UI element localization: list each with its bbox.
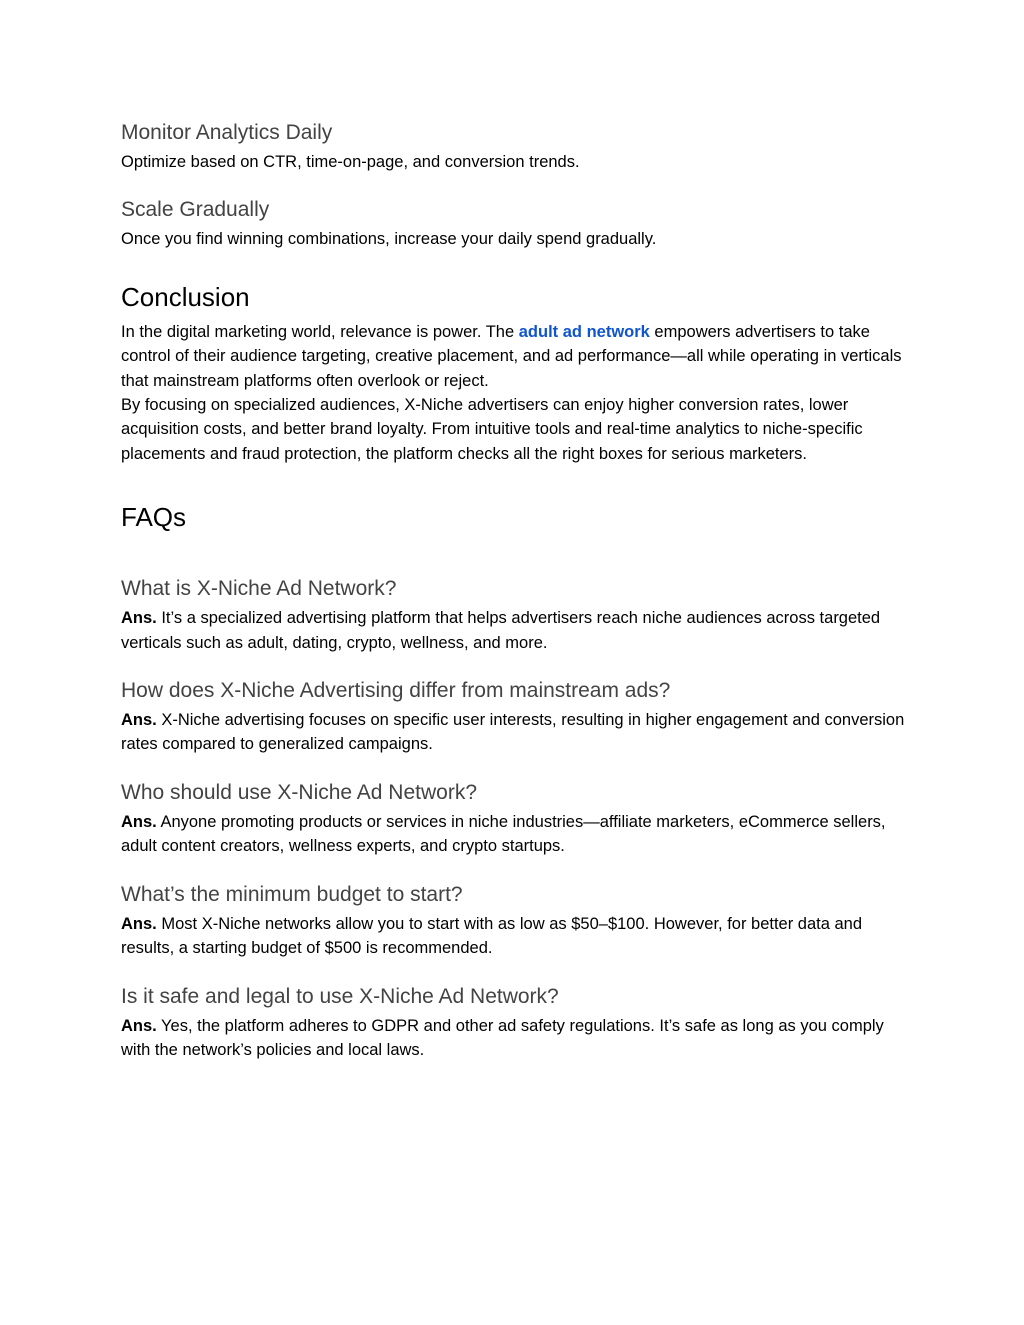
faq-item	[121, 676, 911, 757]
faq-item	[121, 574, 911, 655]
faq-item	[121, 778, 911, 859]
adult-ad-network-link[interactable]: adult ad network	[518, 322, 650, 341]
faqs-heading: FAQs	[121, 502, 187, 533]
faq-answer-text: Yes, the platform adheres to GDPR and other ad safety regulations. It’s safe as long as you comply with the network’s policies and local laws.	[121, 1016, 884, 1059]
ans-label: Ans.	[121, 914, 157, 933]
conclusion-paragraph-2: By focusing on specialized audiences, X-Niche advertisers can enjoy higher conversion rates, lower acquisition costs, and better brand loyalty. From intuitive tools and real-time analytics to niche-specific placements and fraud protection, the platform checks all the right boxes for serious marketers.	[121, 396, 863, 463]
faq-answer-text: X-Niche advertising focuses on specific user interests, resulting in higher engagement and conversion rates compared to generalized campaigns.	[121, 711, 905, 754]
section-body-scale-gradually: Once you find winning combinations, increase your daily spend gradually.	[121, 230, 657, 249]
ans-label: Ans.	[121, 812, 157, 831]
faq-question: Who should use X-Niche Ad Network?	[121, 780, 478, 804]
faq-question: What is X-Niche Ad Network?	[121, 577, 397, 601]
conclusion-heading: Conclusion	[121, 281, 250, 312]
faq-question: How does X-Niche Advertising differ from mainstream ads?	[121, 679, 671, 703]
ans-label: Ans.	[121, 1016, 157, 1035]
faq-answer	[121, 1014, 911, 1063]
faq-question: What’s the minimum budget to start?	[121, 882, 463, 906]
faq-answer-text: Most X-Niche networks allow you to start with as low as $50–$100. However, for better data and results, a starting budget of $500 is recommended.	[121, 914, 863, 958]
ans-label: Ans.	[121, 711, 157, 730]
conclusion-text-after-link: empowers advertisers to take control of their audience targeting, creative placement, and ad performance—all while operating in verticals that mainstream platforms often overlook or reject.	[121, 322, 902, 390]
faq-item	[121, 880, 911, 961]
faq-answer	[121, 708, 911, 757]
ans-label: Ans.	[121, 609, 157, 628]
section-heading-scale-gradually: Scale Gradually	[121, 198, 270, 222]
faq-answer-text: Anyone promoting products or services in niche industries—affiliate marketers, eCommerce sellers, adult content creators, wellness experts, and crypto startups.	[121, 812, 886, 856]
section-body-monitor-analytics: Optimize based on CTR, time-on-page, and conversion trends.	[121, 153, 580, 171]
faq-answer	[121, 606, 911, 655]
faq-question: Is it safe and legal to use X-Niche Ad Network?	[121, 984, 559, 1008]
faq-answer-text: It’s a specialized advertising platform that helps advertisers reach niche audiences across targeted verticals such as adult, dating, crypto, wellness, and more.	[121, 609, 881, 652]
section-heading-monitor-analytics: Monitor Analytics Daily	[121, 121, 333, 144]
conclusion-paragraph-1	[121, 320, 911, 393]
conclusion-text-before-link: In the digital marketing world, relevance is power. The	[121, 322, 519, 341]
faq-answer	[121, 912, 911, 961]
faq-answer	[121, 810, 911, 859]
document-page	[121, 118, 911, 1062]
faq-item	[121, 982, 911, 1063]
